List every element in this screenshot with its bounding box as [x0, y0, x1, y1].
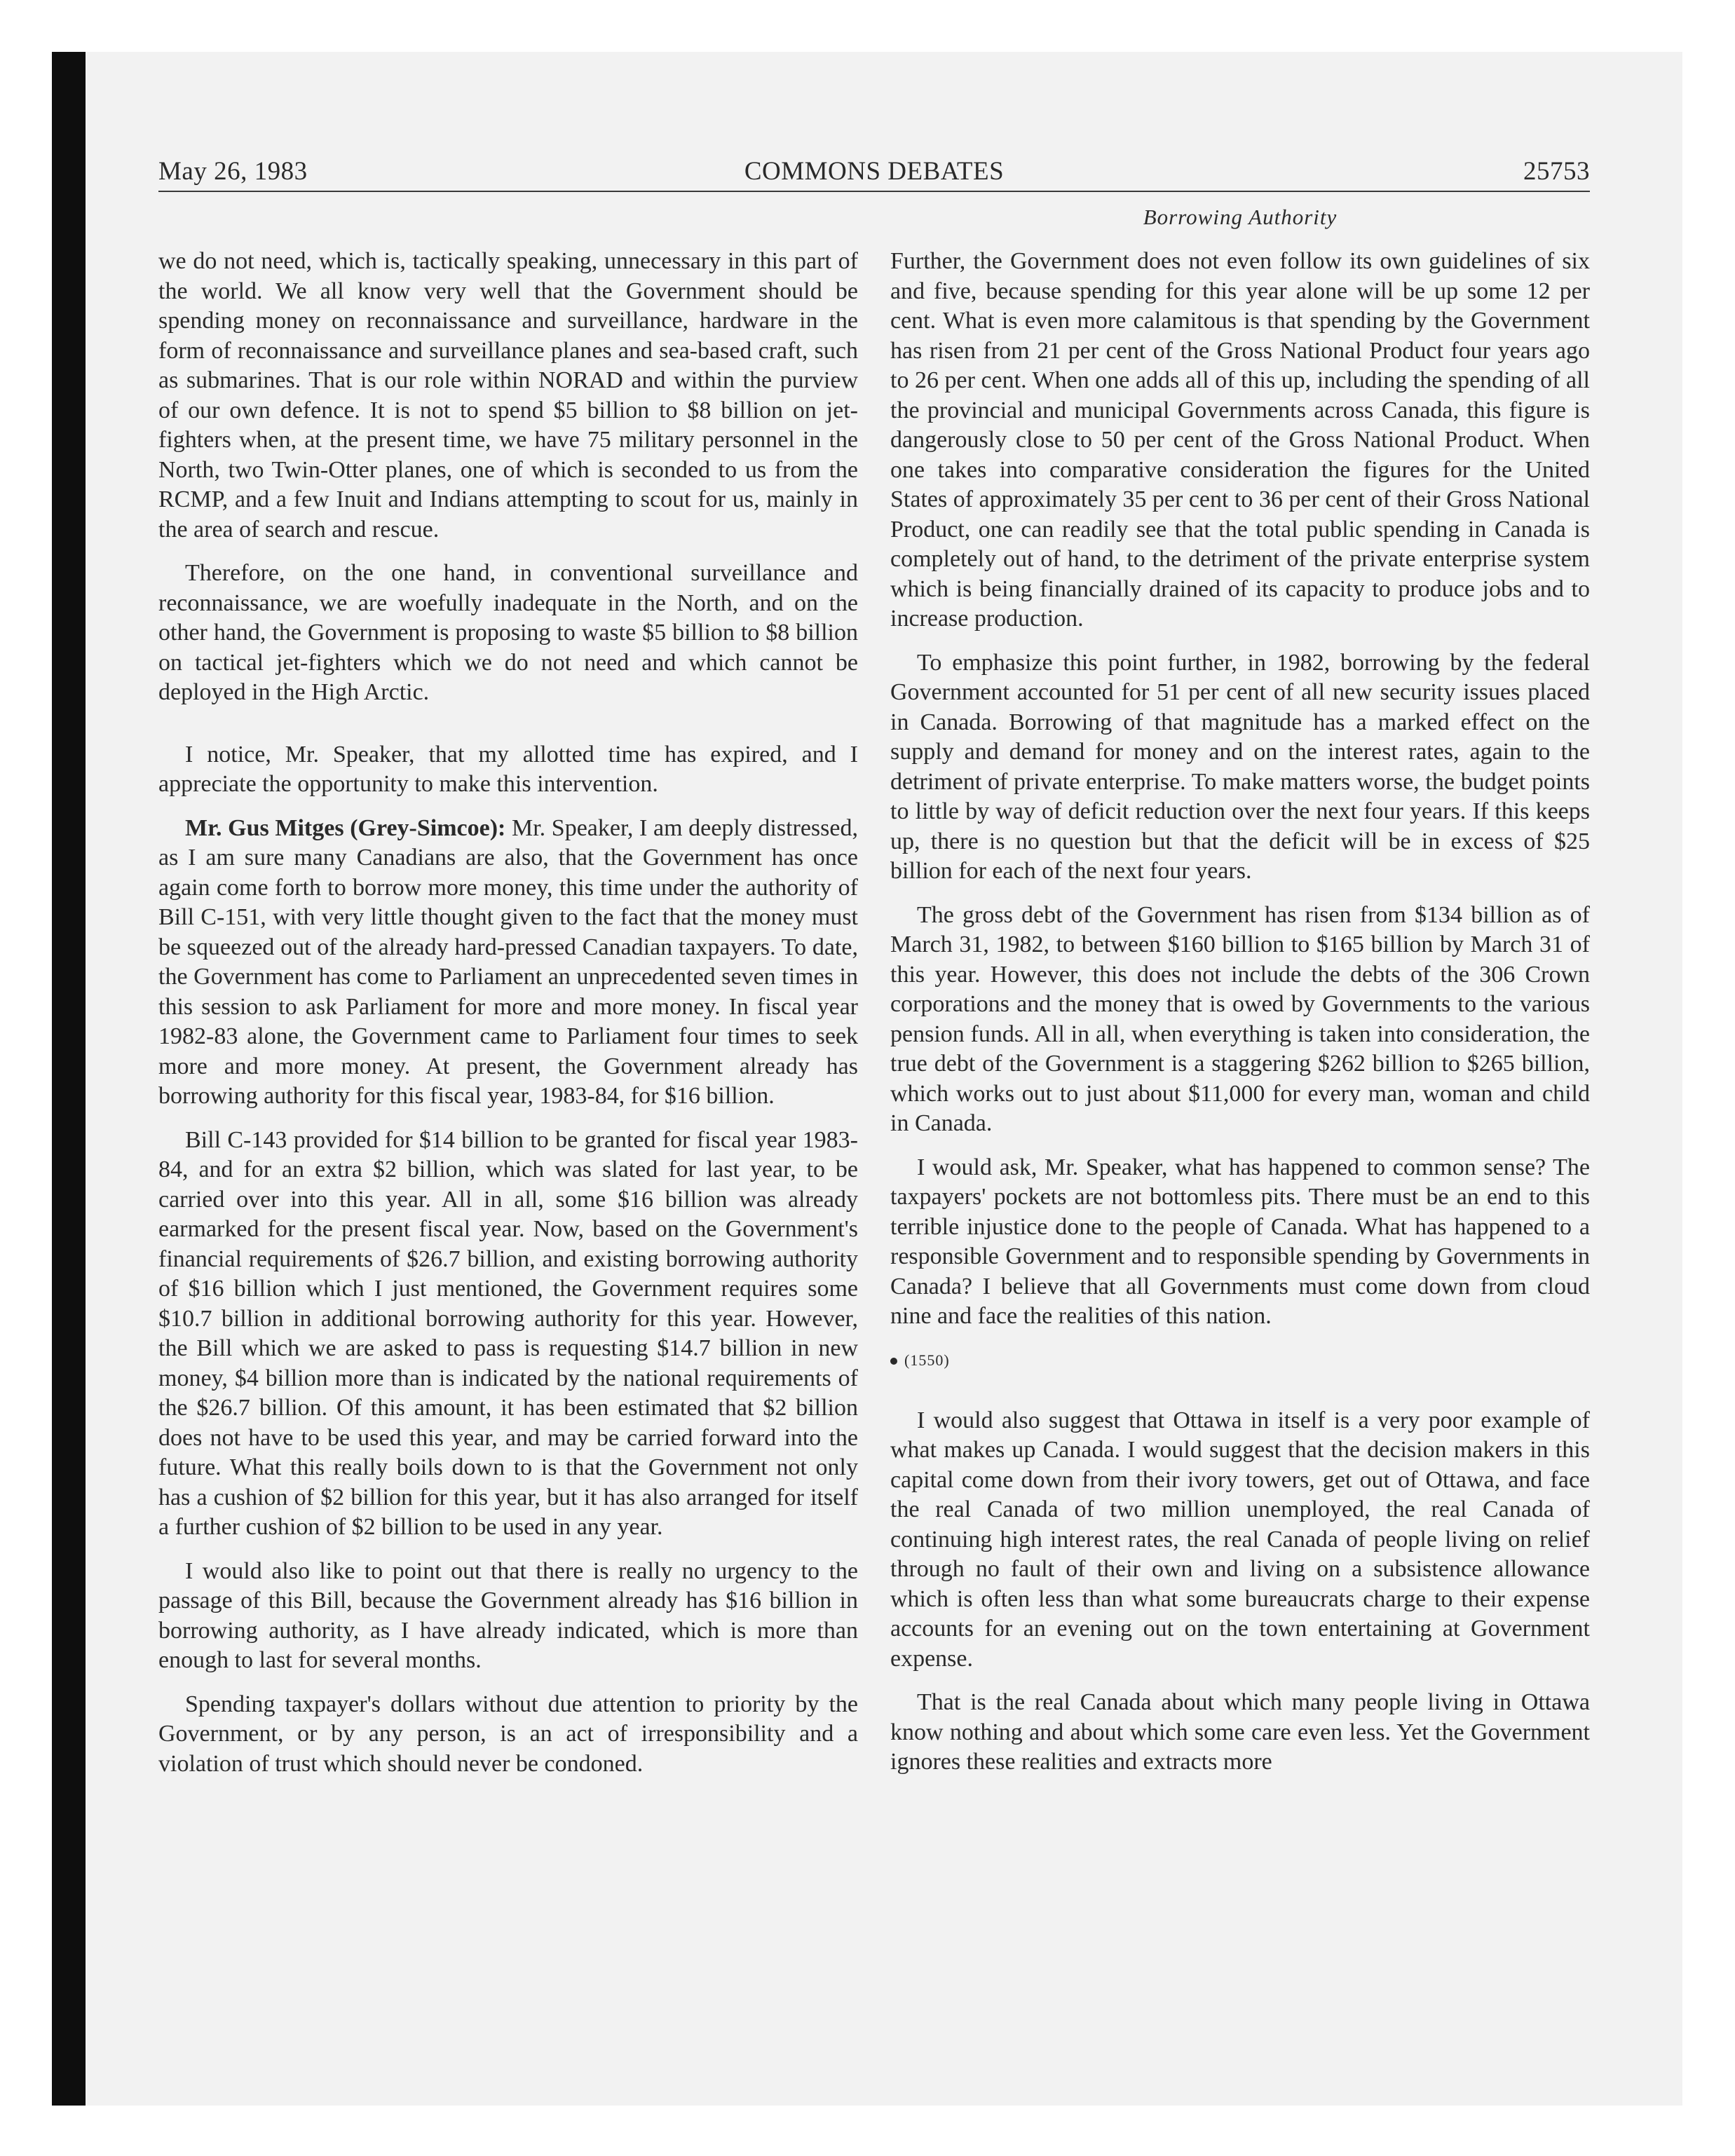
paragraph: I would also like to point out that there is really no urgency to the passage of this Bill, because the Government already has $16 billion in borrowing authority, as I have already indicated, which is more than enough to last for several months.: [158, 1557, 858, 1673]
header-title: COMMONS DEBATES: [744, 157, 1005, 186]
paragraph: Further, the Government does not even follow its own guidelines of six and five, because spending for this year alone will be up some 12 per cent. What is even more calamitous is that spending by the Government has risen from 21 per cent of the Gross National Product four years ago to 26 per cent. When one adds all of this up, including the spending of all the provincial and municipal Governments across Canada, this figure is dangerously close to 50 per cent of the Gross National Product. When one takes into comparative consideration the figures for the United States of approximately 35 per cent to 36 per cent of their Gross National Product, one can readily see that the total public spending in Canada is completely out of hand, to the detriment of the private enterprise system which is being financially drained of its capacity to produce jobs and to increase production.: [890, 248, 1590, 632]
paragraph: [158, 814, 858, 1112]
time-marker-text: (1550): [904, 1351, 950, 1369]
right-column: [890, 247, 1590, 1792]
left-column: [158, 247, 858, 1793]
paragraph: we do not need, which is, tactically speaking, unnecessary in this part of the world. We all know very well that the Government should be spending money on reconnaissance and surveillance, hardware in the form of reconnaissance and surveillance planes and sea-based craft, such as submarines. That is our role within NORAD and within the purview of our own defence. It is not to spend $5 billion to $8 billion on jet-fighters when, at the present time, we have 75 military personnel in the North, two Twin-Otter planes, one of which is seconded to us from the RCMP, and a few Inuit and Indians attempting to scout for us, mainly in the area of search and rescue.: [158, 248, 858, 543]
paragraph: Spending taxpayer's dollars without due attention to priority by the Government, or by any person, is an act of irresponsibility and a violation of trust which should never be condoned.: [158, 1691, 858, 1777]
paragraph: I notice, Mr. Speaker, that my allotted time has expired, and I appreciate the opportunity to make this intervention.: [158, 741, 858, 797]
speaker-name: Mr. Gus Mitges (Grey-Simcoe):: [185, 814, 506, 841]
page-header: [158, 149, 1590, 192]
paragraph: That is the real Canada about which many people living in Ottawa know nothing and about which some care even less. Yet the Government ignores these realities and extracts more: [890, 1689, 1590, 1775]
section-title: Borrowing Authority: [1143, 205, 1338, 229]
speech-text: Mr. Speaker, I am deeply distressed, as I am sure many Canadians are also, that the Government has once again come forth to borrow more money, this time under the authority of Bill C-151, with very little thought given to the fact that the money must be squeezed out of the already hard-pressed Canadian taxpayers. To date, the Government has come to Parliament an unprecedented seven times in this session to ask Parliament for more and more money. In fiscal year 1982-83 alone, the Government came to Parliament four times to seek more and more money. At present, the Government already has borrowing authority for this fiscal year, 1983-84, for $16 billion.: [158, 814, 858, 1109]
paragraph: I would ask, Mr. Speaker, what has happened to common sense? The taxpayers' pockets are not bottomless pits. There must be an end to this terrible injustice done to the people of Canada. What has happened to a responsible Government and to responsible spending by Governments in Canada? I believe that all Governments must come down from cloud nine and face the realities of this nation.: [890, 1154, 1590, 1329]
paragraph: Bill C-143 provided for $14 billion to be granted for fiscal year 1983-84, and for an extra $2 billion, which was slated for last year, to be carried over into this year. All in all, some $16 billion was already earmarked for the present fiscal year. Now, based on the Government's financial requirements of $26.7 billion, and existing borrowing authority of $16 billion which I just mentioned, the Government requires some $10.7 billion in additional borrowing authority for this year. However, the Bill which we are asked to pass is requesting $14.7 billion in new money, $4 billion more than is indicated by the national requirements of the $26.7 billion. Of this amount, it has been estimated that $2 billion does not have to be used this year, and may be carried forward into the future. What this really boils down to is that the Government not only has a cushion of $2 billion for this year, but it has also arranged for itself a further cushion of $2 billion to be used in any year.: [158, 1126, 858, 1540]
time-marker: [890, 1346, 1590, 1375]
paragraph: To emphasize this point further, in 1982, borrowing by the federal Government accounted for 51 per cent of all new security issues placed in Canada. Borrowing of that magnitude has a marked effect on the supply and demand for money and on the interest rates, again to the detriment of private enterprise. To make matters worse, the budget points to little by way of deficit reduction over the next four years. If this keeps up, there is no question but that the deficit will be in excess of $25 billion for each of the next four years.: [890, 649, 1590, 884]
header-date: May 26, 1983: [158, 157, 308, 186]
paragraph: Therefore, on the one hand, in conventional surveillance and reconnaissance, we are woefully inadequate in the North, and on the other hand, the Government is proposing to waste $5 billion to $8 billion on tactical jet-fighters which we do not need and which cannot be deployed in the High Arctic.: [158, 560, 858, 705]
header-page-number: 25753: [1523, 157, 1590, 186]
bullet-icon: [890, 1358, 897, 1365]
paragraph: I would also suggest that Ottawa in itself is a very poor example of what makes up Canada. I would suggest that the decision makers in this capital come down from their ivory towers, get out of Ottawa, and face the real Canada of two million unemployed, the real Canada of continuing high interest rates, the real Canada of people living on relief through no fault of their own and living on a subsistence allowance which is often less than what some bureaucrats charge to their expense accounts for an evening out on the town entertaining at Government expense.: [890, 1407, 1590, 1672]
page-binding-edge: [52, 52, 86, 2106]
paragraph: The gross debt of the Government has risen from $134 billion as of March 31, 1982, to between $160 billion to $165 billion by March 31 of this year. However, this does not include the debts of the 306 Crown corporations and the money that is owed by Governments to the various pension funds. All in all, when everything is taken into consideration, the true debt of the Government is a staggering $262 billion to $265 billion, which works out to just about $11,000 for every man, woman and child in Canada.: [890, 901, 1590, 1136]
